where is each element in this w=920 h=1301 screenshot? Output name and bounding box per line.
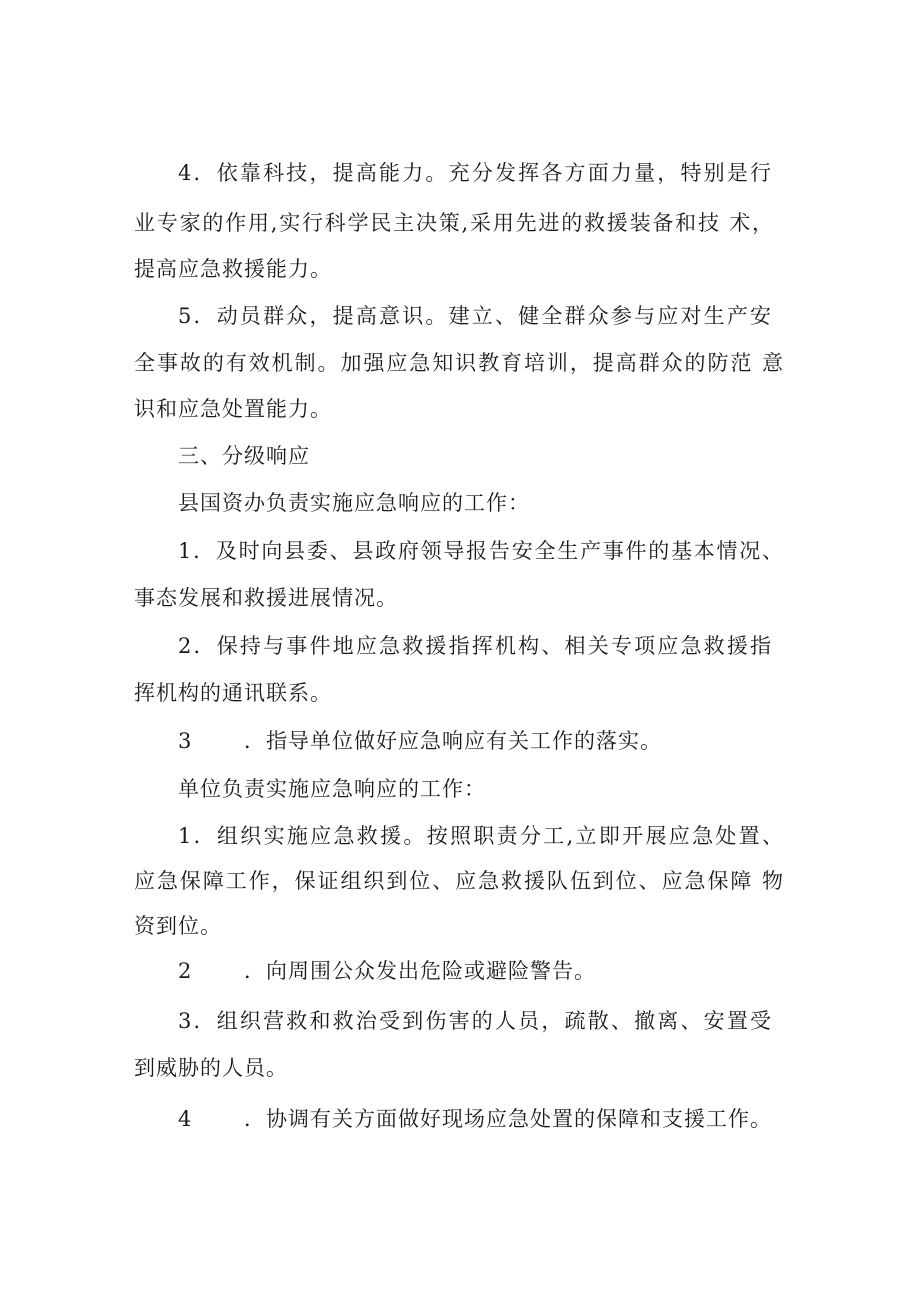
- paragraph-line: 2 ．向周围公众发出危险或避险警告。: [178, 959, 597, 983]
- paragraph-line: 挥机构的通讯联系。: [134, 681, 332, 705]
- paragraph-line: 5．动员群众，提高意识。建立、健全群众参与应对生产安: [178, 304, 772, 328]
- paragraph-line: 全事故的有效机制。加强应急知识教育培训，提高群众的防范 意: [134, 351, 784, 375]
- paragraph-line: 业专家的作用,实行科学民主决策,采用先进的救援装备和技 术，: [134, 211, 774, 235]
- paragraph-line: 县国资办负责实施应急响应的工作：: [178, 491, 530, 515]
- paragraph-line: 单位负责实施应急响应的工作：: [178, 777, 486, 801]
- paragraph-line: 2．保持与事件地应急救援指挥机构、相关专项应急救援指: [178, 634, 772, 658]
- section-heading: 三、分级响应: [178, 444, 310, 468]
- paragraph-line: 4．依靠科技，提高能力。充分发挥各方面力量，特别是行: [178, 161, 772, 185]
- paragraph-line: 1．及时向县委、县政府领导报告安全生产事件的基本情况、: [178, 539, 784, 563]
- paragraph-line: 3．组织营救和救治受到伤害的人员，疏散、撤离、安置受: [178, 1009, 772, 1033]
- paragraph-line: 3 ．指导单位做好应急响应有关工作的落实。: [178, 729, 663, 753]
- paragraph-line: 识和应急处置能力。: [134, 397, 332, 421]
- paragraph-line: 应急保障工作，保证组织到位、应急救援队伍到位、应急保障 物: [134, 869, 784, 893]
- paragraph-line: 4 ．协调有关方面做好现场应急处置的保障和支援工作。: [178, 1107, 773, 1131]
- paragraph-line: 1．组织实施应急救援。按照职责分工,立即开展应急处置、: [178, 824, 784, 848]
- paragraph-line: 提高应急救援能力。: [134, 257, 332, 281]
- paragraph-line: 事态发展和救援进展情况。: [134, 586, 398, 610]
- paragraph-line: 资到位。: [134, 914, 222, 938]
- paragraph-line: 到威胁的人员。: [134, 1056, 288, 1080]
